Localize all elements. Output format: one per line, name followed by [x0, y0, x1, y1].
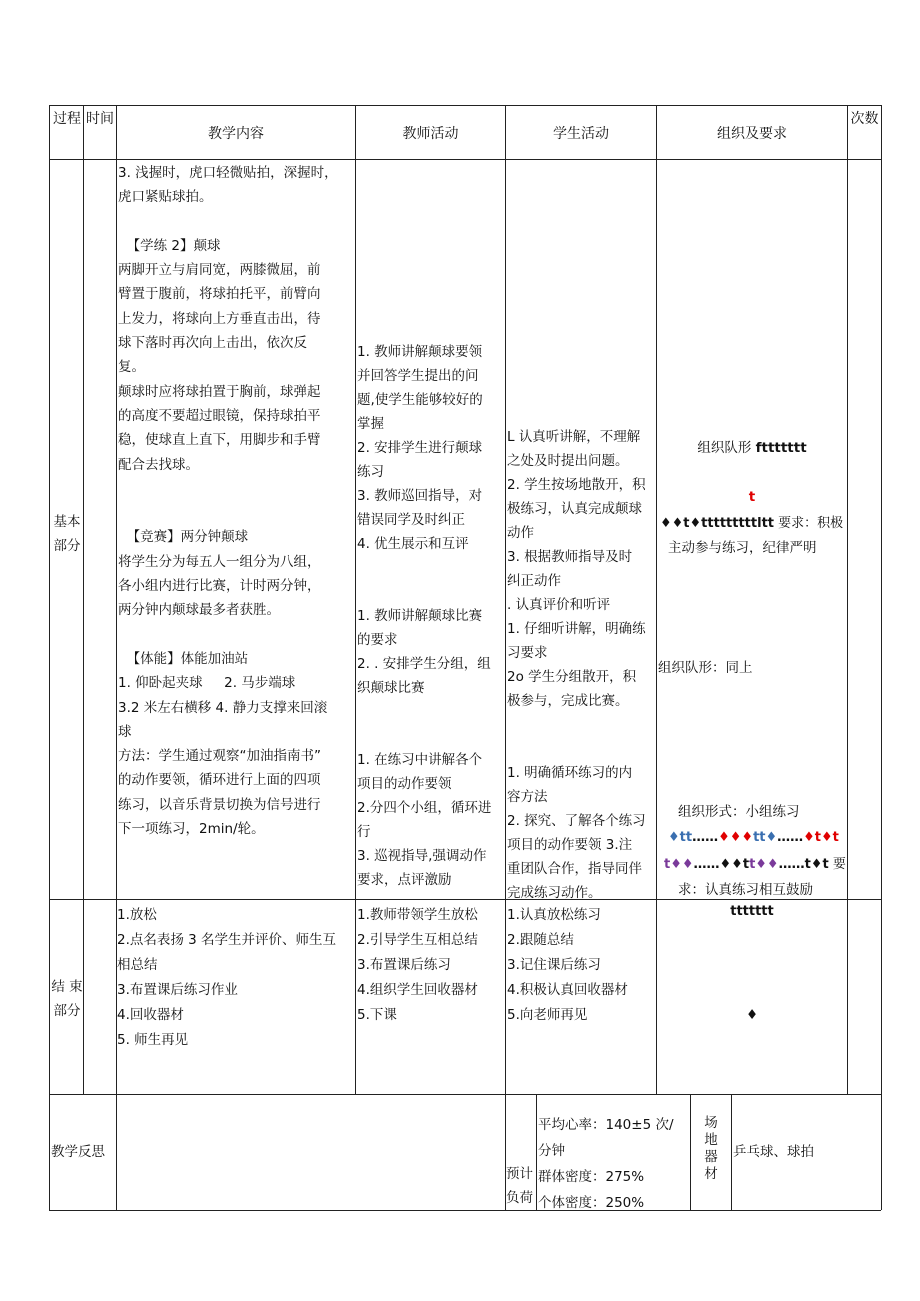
student-line: 4.积极认真回收器材 [507, 982, 628, 998]
student-line: 极参与，完成比赛。 [507, 693, 629, 709]
formation-group-3: tt♦ [753, 830, 778, 845]
teacher-line: 2. . 安排学生分组，组 [357, 656, 491, 672]
content-line: 球下落时再次向上击出，依次反 [118, 335, 307, 352]
ending-student [507, 903, 655, 1028]
content-line: 各小组内进行比赛，计时两分钟， [118, 578, 321, 595]
formation-diagram-row [664, 853, 848, 877]
teacher-line: 3. 巡视指导,强调动作 [357, 848, 487, 864]
teacher-line: 掌握 [357, 416, 384, 432]
org-requirement-b: 主动参与练习，纪律严明 [668, 540, 817, 556]
content-line: 3.布置课后练习作业 [117, 982, 238, 998]
student-line: 项目的动作要领 3.注 [507, 837, 633, 853]
content-line: 的动作要领，循环进行上面的四项 [118, 772, 321, 789]
teacher-line [357, 556, 504, 580]
org-group-form: 组织形式：小组练习 [678, 804, 800, 820]
teacher-line: 错误同学及时纠正 [357, 512, 465, 528]
formation-diagram-row [668, 826, 846, 850]
formation-group-1: ♦tt [668, 830, 693, 845]
content-line: 2.点名表扬 3 名学生并评价、师生互 [117, 932, 337, 948]
teacher-line: 2.引导学生互相总结 [357, 932, 478, 948]
header-teacher: 教师活动 [402, 126, 459, 142]
teacher-line: 的要求 [357, 632, 398, 648]
content-line: 球 [118, 723, 132, 740]
reflection-label: 教学反思 [51, 1144, 105, 1160]
equipment-value: 乒乓球、球拍 [733, 1144, 814, 1160]
student-line: 1. 明确循环练习的内 [507, 765, 633, 781]
teacher-line: 练习 [357, 464, 384, 480]
basic-label [51, 510, 83, 558]
individual-density: 个体密度：250% [538, 1195, 645, 1211]
content-line: 【体能】体能加油站 [118, 650, 249, 667]
teacher-line: 4.组织学生回收器材 [357, 982, 478, 998]
load-values [538, 1112, 690, 1216]
ending-label-line1: 结 束 [51, 979, 83, 995]
content-line: 颠球时应将球拍置于胸前，球弹起 [118, 383, 321, 400]
load-label-line2: 负荷 [506, 1190, 533, 1206]
header-process: 过程 [53, 111, 81, 127]
teacher-line: 1. 在练习中讲解各个 [357, 752, 483, 768]
student-line: 3.记住课后练习 [507, 957, 601, 973]
formation-dots: …… [777, 830, 804, 845]
content-line [118, 623, 354, 647]
formation-group-2: ♦♦♦ [718, 830, 754, 845]
venue-label-char: 器 [704, 1149, 718, 1165]
org-requirement-text: 要求：积极 [774, 516, 844, 531]
basic-content [118, 161, 354, 841]
content-line: 4.回收器材 [117, 1007, 184, 1023]
formation-diagram-row: ♦♦t♦tttttttttltt [660, 516, 774, 531]
teacher-line: 3. 教师巡回指导，对 [357, 488, 483, 504]
student-line: 完成练习动作。 [507, 885, 602, 901]
formation-diagram-row: fttttttt [755, 440, 807, 456]
basic-teacher [357, 340, 504, 892]
teacher-line: 4. 优生展示和互评 [357, 536, 469, 552]
content-line: 将学生分为每五人一组分为八组， [118, 553, 321, 570]
formation-teacher-mark: t [748, 489, 756, 505]
group-density: 群体密度：275% [538, 1169, 645, 1185]
content-line [118, 477, 354, 501]
content-line: 两分钟内颠球最多者获胜。 [118, 602, 280, 619]
teacher-line [357, 700, 504, 724]
student-line [507, 713, 655, 737]
basic-label-line1: 基本 [53, 514, 81, 530]
content-line: 上发力，将球向上方垂直击出，待 [118, 310, 321, 327]
content-line: 的高度不要超过眼镜，保持球拍平 [118, 407, 321, 424]
formation-group-6: ♦♦t [719, 857, 750, 872]
content-line: 两脚开立与肩同宽，两膝微屈，前 [118, 262, 321, 279]
content-line: 3. 浅握时，虎口轻微贴拍，深握时， [118, 165, 338, 181]
formation-teacher-mark: ♦ [745, 1007, 759, 1023]
student-line: L 认真听讲解，不理解 [507, 429, 641, 445]
header-student: 学生活动 [553, 126, 609, 142]
ending-content [117, 903, 355, 1053]
student-line: 1. 仔细听讲解，明确练 [507, 621, 646, 637]
content-line: 【学练 2】颠球 [118, 237, 221, 254]
content-line: 相总结 [117, 957, 158, 973]
basic-student [507, 425, 655, 905]
formation-group-4: ♦t♦t [803, 830, 839, 845]
teacher-line [357, 724, 504, 748]
student-line: 容方法 [507, 789, 548, 805]
student-line: 2. 学生按场地散开，积 [507, 477, 646, 493]
formation-diagram-row: ttttttt [730, 904, 774, 919]
student-line: 3. 根据教师指导及时 [507, 549, 633, 565]
teacher-line: 要求，点评激励 [357, 872, 452, 888]
content-line: 练习，以音乐背景切换为信号进行 [118, 796, 321, 813]
formation-dots: …… [692, 830, 719, 845]
content-line: 下一项练习，2min∕轮。 [118, 821, 265, 838]
org-same-formation: 组织队形：同上 [658, 660, 753, 676]
teacher-line: 行 [357, 824, 371, 840]
teacher-line: 并回答学生提出的问 [357, 368, 479, 384]
student-line: 2. 探究、了解各个练习 [507, 813, 646, 829]
teacher-line: 项目的动作要领 [357, 776, 452, 792]
student-line: 1.认真放松练习 [507, 907, 601, 923]
header-count: 次数 [850, 111, 879, 127]
header-content: 教学内容 [208, 126, 264, 142]
content-line [118, 501, 354, 525]
content-line: 配合去找球。 [118, 456, 199, 473]
student-line: . 认真评价和听评 [507, 597, 611, 613]
content-line: 方法：学生通过观察“加油指南书” [118, 748, 321, 765]
venue-label [691, 1115, 731, 1183]
basic-label-line2: 部分 [53, 538, 81, 554]
teacher-line: 2. 安排学生进行颠球 [357, 440, 483, 456]
venue-label-char: 场 [704, 1115, 718, 1131]
student-line: 动作 [507, 525, 534, 541]
header-org: 组织及要求 [717, 126, 787, 142]
formation-dots: …… [778, 857, 805, 872]
content-line: 稳，使球直上直下，用脚步和手臂 [118, 432, 321, 449]
teacher-line: 3.布置课后练习 [357, 957, 451, 973]
content-line: 虎口紧贴球拍。 [118, 189, 213, 206]
content-line: 臂置于腹前，将球拍托平，前臂向 [118, 286, 321, 303]
org-formation-title [657, 436, 847, 460]
student-line [507, 737, 655, 761]
student-line: 习要求 [507, 645, 548, 661]
heart-rate-line1: 平均心率：140±5 次/ [538, 1117, 674, 1133]
teacher-line: 1.教师带领学生放松 [357, 907, 478, 923]
teacher-line: 2.分四个小组，循环进 [357, 800, 492, 816]
formation-group-8: t♦t [804, 857, 829, 872]
header-time: 时间 [86, 111, 114, 127]
org-requirement-text: 要 [828, 857, 846, 872]
teacher-line: 1. 教师讲解颠球比赛 [357, 608, 483, 624]
load-label [506, 1162, 536, 1210]
student-line: 纠正动作 [507, 573, 561, 589]
org-requirement-c: 求：认真练习相互鼓励 [678, 882, 813, 898]
ending-teacher [357, 903, 505, 1028]
student-line: 5.向老师再见 [507, 1007, 588, 1023]
student-line: 重团队合作，指导同伴 [507, 861, 642, 877]
teacher-line: 织颠球比赛 [357, 680, 425, 696]
formation-group-7: t♦♦ [749, 857, 779, 872]
formation-dots: …… [693, 857, 720, 872]
teacher-line: 5.下课 [357, 1007, 397, 1023]
content-line [118, 210, 354, 234]
venue-label-char: 材 [704, 1166, 718, 1182]
org-requirement-a [660, 512, 848, 536]
content-line: 3.2 米左右横移 4. 静力支撑来回滚 [118, 699, 328, 716]
student-line: 2.跟随总结 [507, 932, 574, 948]
content-line: 5. 师生再见 [117, 1032, 189, 1048]
ending-label-line2: 部分 [53, 1003, 81, 1019]
content-line: 1. 仰卧起夹球 2. 马步端球 [118, 675, 296, 692]
teacher-line: 题,使学生能够较好的 [357, 392, 483, 408]
teacher-line: 1. 教师讲解颠球要领 [357, 344, 483, 360]
student-line: 之处及时提出问题。 [507, 453, 629, 469]
content-line: 【竞赛】两分钟颠球 [118, 529, 249, 546]
formation-group-5: t♦♦ [664, 857, 694, 872]
student-line: 2o 学生分组散开，积 [507, 669, 637, 685]
venue-label-char: 地 [704, 1132, 718, 1148]
org-formation-label: 组织队形 [697, 440, 752, 456]
ending-label [51, 975, 83, 1023]
teacher-line [357, 580, 504, 604]
content-line: 复。 [118, 359, 145, 376]
content-line: 1.放松 [117, 907, 157, 923]
load-label-line1: 预计 [506, 1166, 533, 1182]
student-line: 极练习，认真完成颠球 [507, 501, 642, 517]
heart-rate-line2: 分钟 [538, 1143, 565, 1159]
